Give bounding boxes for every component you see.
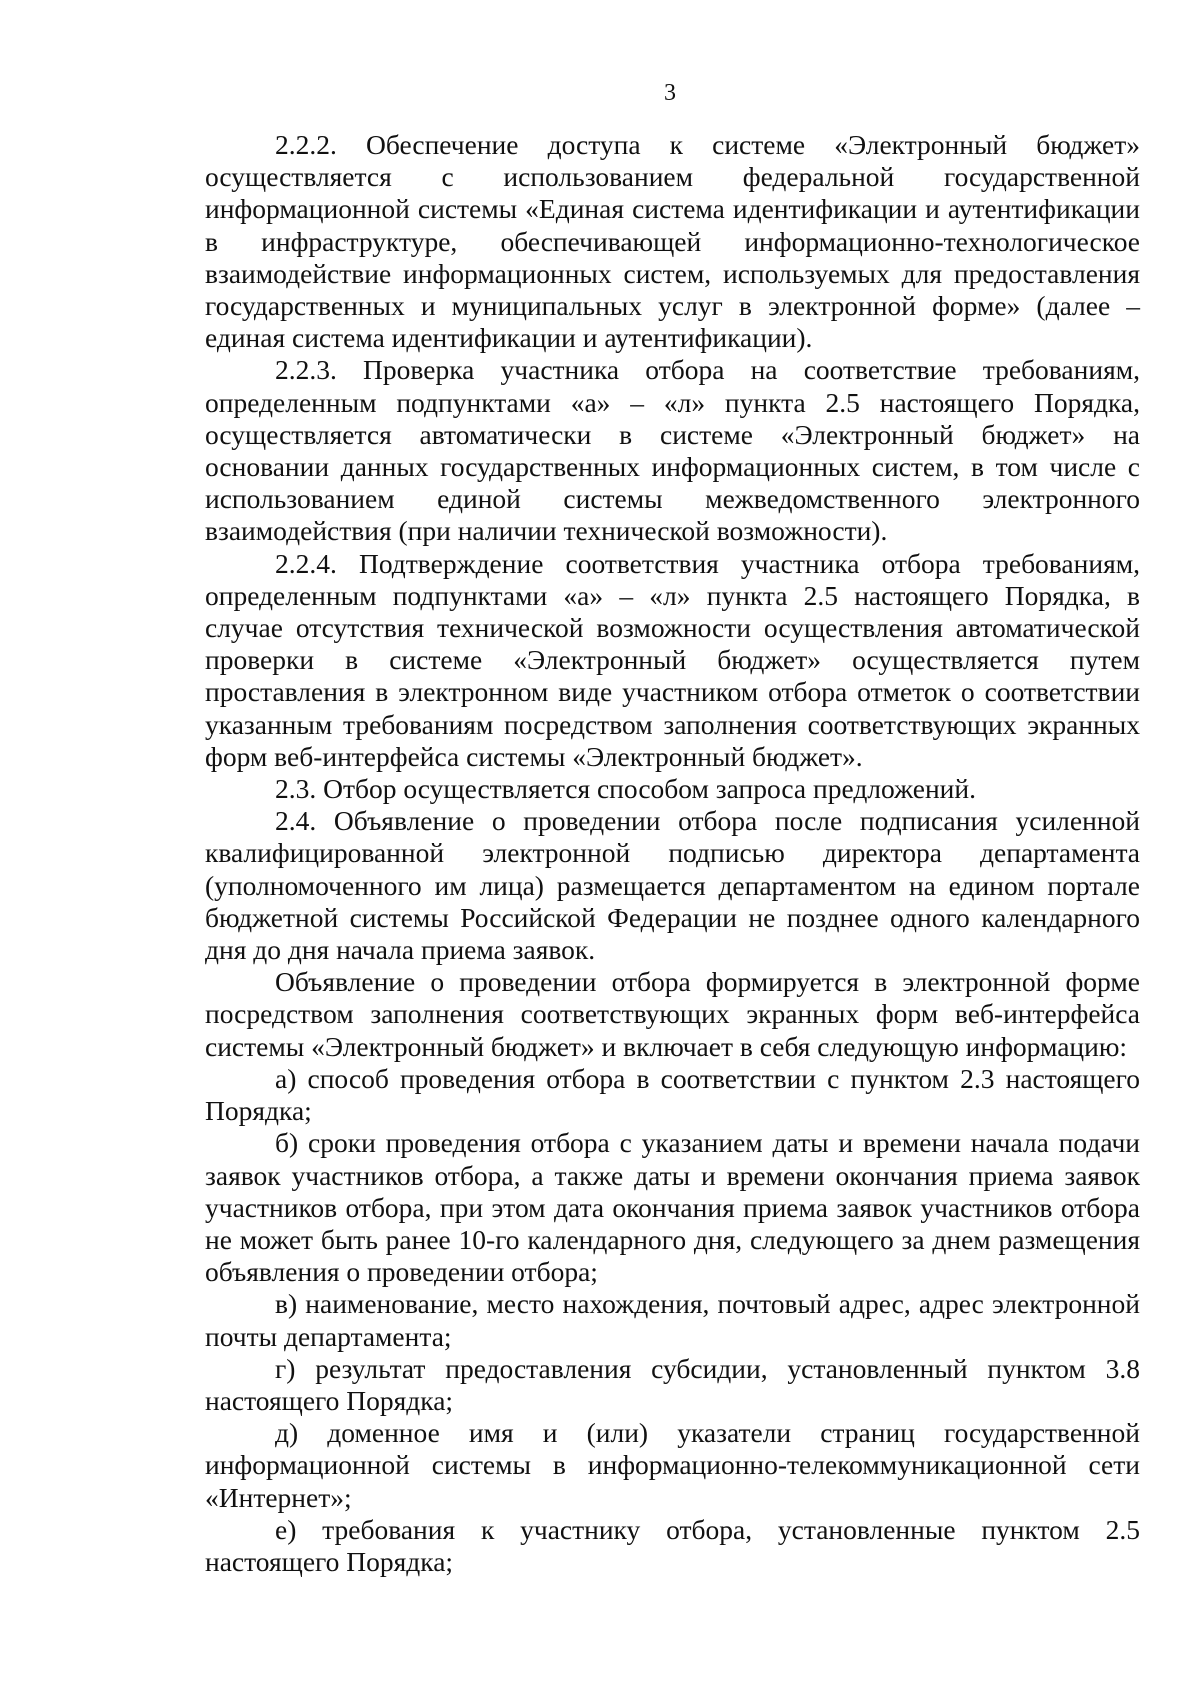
paragraph-2-2-3: 2.2.3. Проверка участника отбора на соответствие требованиям, определенным подпунктами «а» – «л» пункта 2.5 настоящего Порядка, осуществляется автоматически в системе «Электронный бюджет» на основании данных государственных информационных систем, в том числе с использованием единой системы межведомственного электронного взаимодействия (при наличии технической возможности). [205,354,1140,547]
list-item-d: д) доменное имя и (или) указатели страниц государственной информационной системы в информационно-телекоммуникационной сети «Интернет»; [205,1417,1140,1513]
list-item-a: а) способ проведения отбора в соответствии с пунктом 2.3 настоящего Порядка; [205,1062,1140,1127]
list-item-v: в) наименование, место нахождения, почтовый адрес, адрес электронной почты департамента; [205,1288,1140,1352]
list-item-g: г) результат предоставления субсидии, установленный пунктом 3.8 настоящего Порядка; [205,1352,1140,1416]
paragraph-2-4: 2.4. Объявление о проведении отбора после подписания усиленной квалифицированной электронной подписью директора департамента (уполномоченного им лица) размещается департаментом на едином портале бюджетной системы Российской Федерации не позднее одного календарного дня до дня начала приема заявок. [205,805,1140,966]
paragraph-2-3: 2.3. Отбор осуществляется способом запроса предложений. [275,773,976,805]
list-item-e: е) требования к участнику отбора, установленные пунктом 2.5 настоящего Порядка; [205,1513,1140,1577]
list-item-b: б) сроки проведения отбора с указанием даты и времени начала подачи заявок участников отбора, а также даты и времени окончания приема заявок участников отбора, при этом дата окончания приема заявок участников отбора не может быть ранее 10-го календарного дня, следующего за днем размещения объявления о проведении отбора; [205,1127,1140,1288]
document-body [205,129,1140,1578]
paragraph-announcement-contents: Объявление о проведении отбора формируется в электронной форме посредством заполнения соответствующих экранных форм веб-интерфейса системы «Электронный бюджет» и включает в себя следующую информацию: [205,966,1140,1062]
paragraph-2-2-4: 2.2.4. Подтверждение соответствия участника отбора требованиям, определенным подпунктами «а» – «л» пункта 2.5 настоящего Порядка, в случае отсутствия технической возможности осуществления автоматической проверки в системе «Электронный бюджет» осуществляется путем проставления в электронном виде участником отбора отметок о соответствии указанным требованиям посредством заполнения соответствующих экранных форм веб-интерфейса системы «Электронный бюджет». [205,547,1140,772]
page-number: 3 [664,80,676,106]
paragraph-2-2-2: 2.2.2. Обеспечение доступа к системе «Электронный бюджет» осуществляется с использованием федеральной государственной информационной системы «Единая система идентификации и аутентификации в инфраструктуре, обеспечивающей информационно-технологическое взаимодействие информационных систем, используемых для предоставления государственных и муниципальных услуг в электронной форме» (далее – единая система идентификации и аутентификации). [205,129,1140,354]
